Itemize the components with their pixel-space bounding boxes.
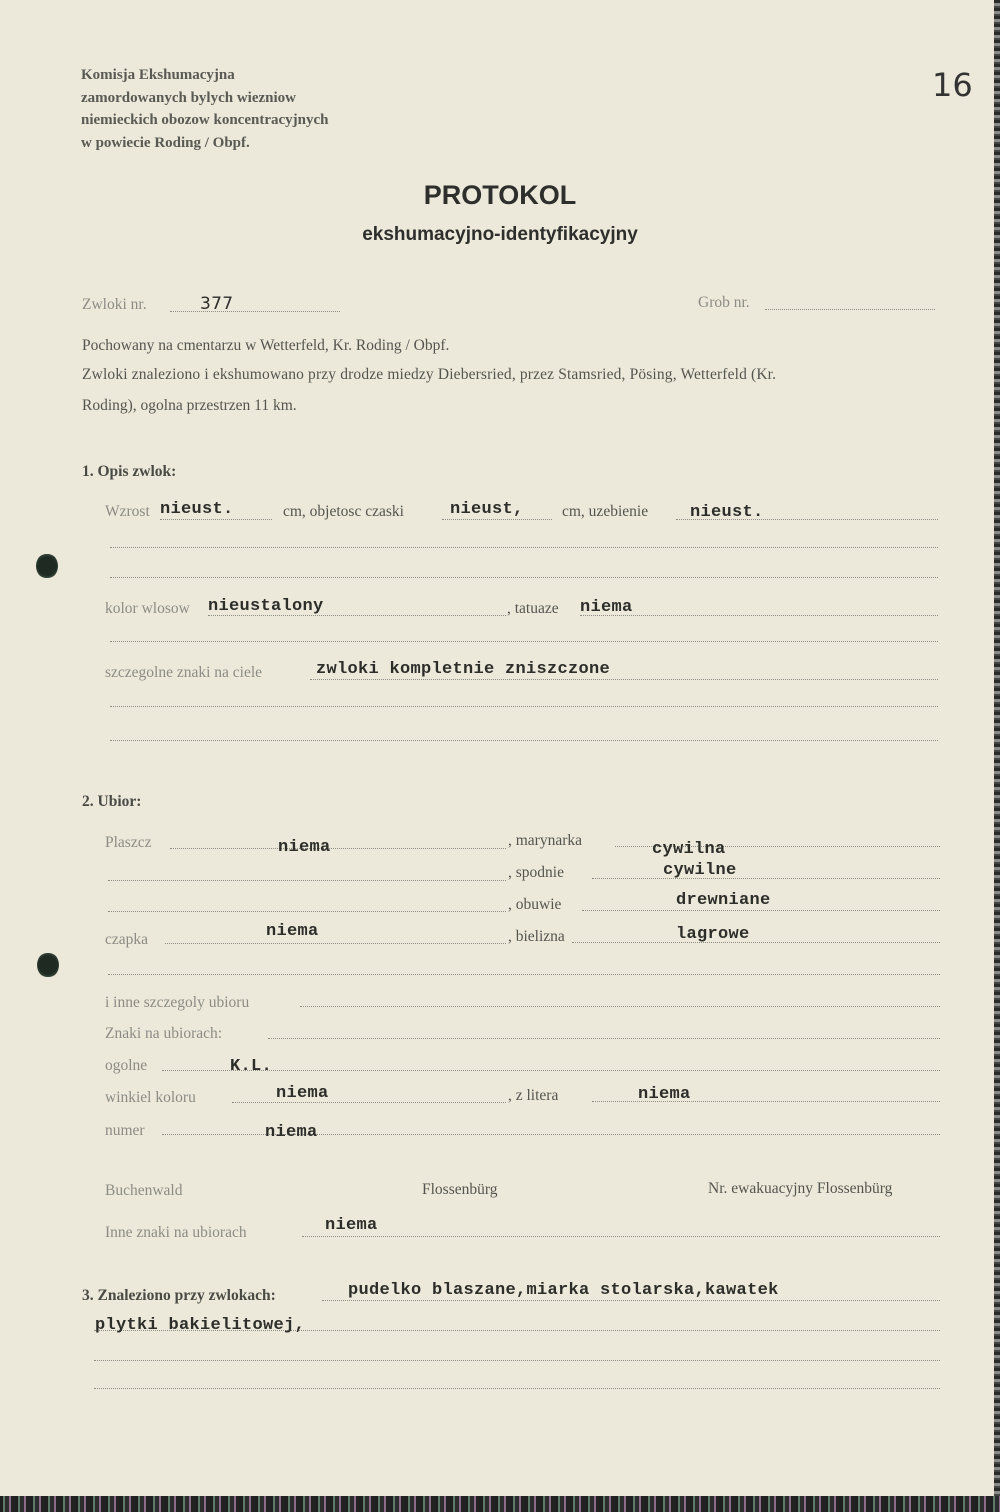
org-line-3: niemieckich obozow koncentracyjnych (81, 112, 329, 129)
obuwie-line (582, 910, 940, 911)
czaszka-value: nieust, (450, 500, 524, 519)
numer-label: numer (105, 1122, 145, 1139)
inne-znaki-value: niema (325, 1216, 378, 1235)
inne-szczegoly-label: i inne szczegoly ubioru (105, 994, 250, 1011)
grob-label: Grob nr. (698, 294, 750, 311)
nr-ewakuacyjny-label: Nr. ewakuacyjny Flossenbürg (708, 1180, 893, 1197)
found-items-line1: pudelko blaszane,miarka stolarska,kawatek (348, 1281, 779, 1300)
blank-line (110, 547, 938, 548)
wzrost-label: Wzrost (105, 503, 150, 520)
czapka-label: czapka (105, 931, 149, 948)
zwloki-label: Zwloki nr. (82, 296, 147, 313)
blank-line (110, 641, 938, 642)
blank-line (110, 706, 938, 707)
ogolne-line (162, 1070, 940, 1071)
bielizna-value: lagrowe (676, 925, 750, 944)
kolor-label: kolor wlosow (105, 600, 190, 617)
z-litera-value: niema (638, 1085, 691, 1104)
wzrost-line (160, 519, 272, 520)
spodnie-line (592, 878, 940, 879)
bielizna-label: , bielizna (508, 928, 565, 945)
obuwie-value: drewniane (676, 891, 771, 910)
blank-line (110, 577, 938, 578)
spodnie-label: , spodnie (508, 864, 564, 881)
zwloki-line (170, 311, 340, 312)
spodnie-value: cywilne (663, 861, 737, 880)
ogolne-label: ogolne (105, 1057, 148, 1074)
org-line-1: Komisja Ekshumacyjna (81, 67, 235, 83)
plaszcz-label: Plaszcz (105, 834, 152, 851)
document-title: PROTOKOL (423, 180, 577, 210)
flossenburg-label: Flossenbürg (422, 1181, 498, 1198)
czapka-value: niema (266, 922, 319, 941)
section3-heading: 3. Znaleziono przy zwlokach: (82, 1287, 276, 1304)
scan-edge-bottom (0, 1496, 1000, 1512)
grob-line (765, 309, 935, 310)
bielizna-line (572, 942, 940, 943)
tatuaze-value: niema (580, 598, 633, 617)
inne-znaki-line (302, 1236, 940, 1237)
punch-hole (37, 952, 59, 978)
burial-line: Pochowany na cmentarzu w Wetterfeld, Kr. Roding / Obpf. (82, 337, 450, 354)
uzebienie-value: nieust. (690, 503, 764, 522)
organisation-header (81, 64, 328, 154)
scan-edge-right (994, 0, 1000, 1512)
ogolne-value: K.L. (230, 1057, 273, 1076)
plaszcz-line (170, 848, 506, 849)
czaszka-line (442, 519, 552, 520)
numer-value: niema (265, 1123, 318, 1142)
wzrost-value: nieust. (160, 500, 234, 519)
znaki-na-ubiorach-label: Znaki na ubiorach: (105, 1025, 223, 1042)
blank-line (110, 740, 938, 741)
plaszcz-value: niema (278, 838, 331, 857)
cm-uzebienie-label: cm, uzebienie (562, 503, 649, 520)
inne-szczegoly-line (300, 1006, 940, 1007)
org-line-2: zamordowanych bylych wiezniow (81, 89, 296, 106)
tatuaze-line (580, 615, 938, 616)
blank-line (94, 1360, 940, 1361)
blank-line (108, 880, 506, 881)
blank-line (94, 1388, 940, 1389)
zwloki-number: 377 (200, 294, 234, 314)
cm-objetosc-label: cm, objetosc czaski (283, 503, 404, 520)
obuwie-label: , obuwie (508, 896, 562, 913)
kolor-value: nieustalony (208, 597, 324, 616)
distance-line: Roding), ogolna przestrzen 11 km. (82, 397, 297, 414)
punch-hole (36, 553, 58, 579)
winkiel-value: niema (276, 1084, 329, 1103)
tatuaze-label: , tatuaze (507, 600, 559, 617)
znaki-label: szczegolne znaki na ciele (105, 664, 263, 681)
blank-line (268, 1038, 940, 1039)
document-subtitle: ekshumacyjno-identyfikacyjny (362, 224, 638, 245)
marynarka-label: , marynarka (508, 832, 583, 849)
blank-line (108, 974, 940, 975)
blank-line (108, 911, 506, 912)
page-number: 16 (932, 66, 973, 104)
section2-heading: 2. Ubior: (82, 793, 142, 810)
znaki-value: zwloki kompletnie zniszczone (316, 660, 611, 679)
znaki-line (310, 679, 938, 680)
czapka-line (165, 943, 506, 944)
buchenwald-label: Buchenwald (105, 1182, 183, 1199)
org-line-4: w powiecie Roding / Obpf. (81, 134, 250, 151)
marynarka-value: cywilna (652, 840, 726, 859)
z-litera-label: , z litera (508, 1087, 559, 1104)
found-line: Zwloki znaleziono i ekshumowano przy drodze miedzy Diebersried, przez Stamsried, Pösing, Wetterfeld (Kr. (82, 366, 777, 383)
found-items-line2: plytki bakielitowej, (95, 1316, 306, 1335)
winkiel-label: winkiel koloru (105, 1089, 196, 1106)
section1-heading: 1. Opis zwlok: (82, 463, 177, 480)
section3-line (322, 1300, 940, 1301)
inne-znaki-label: Inne znaki na ubiorach (105, 1224, 247, 1241)
winkiel-line (232, 1102, 506, 1103)
